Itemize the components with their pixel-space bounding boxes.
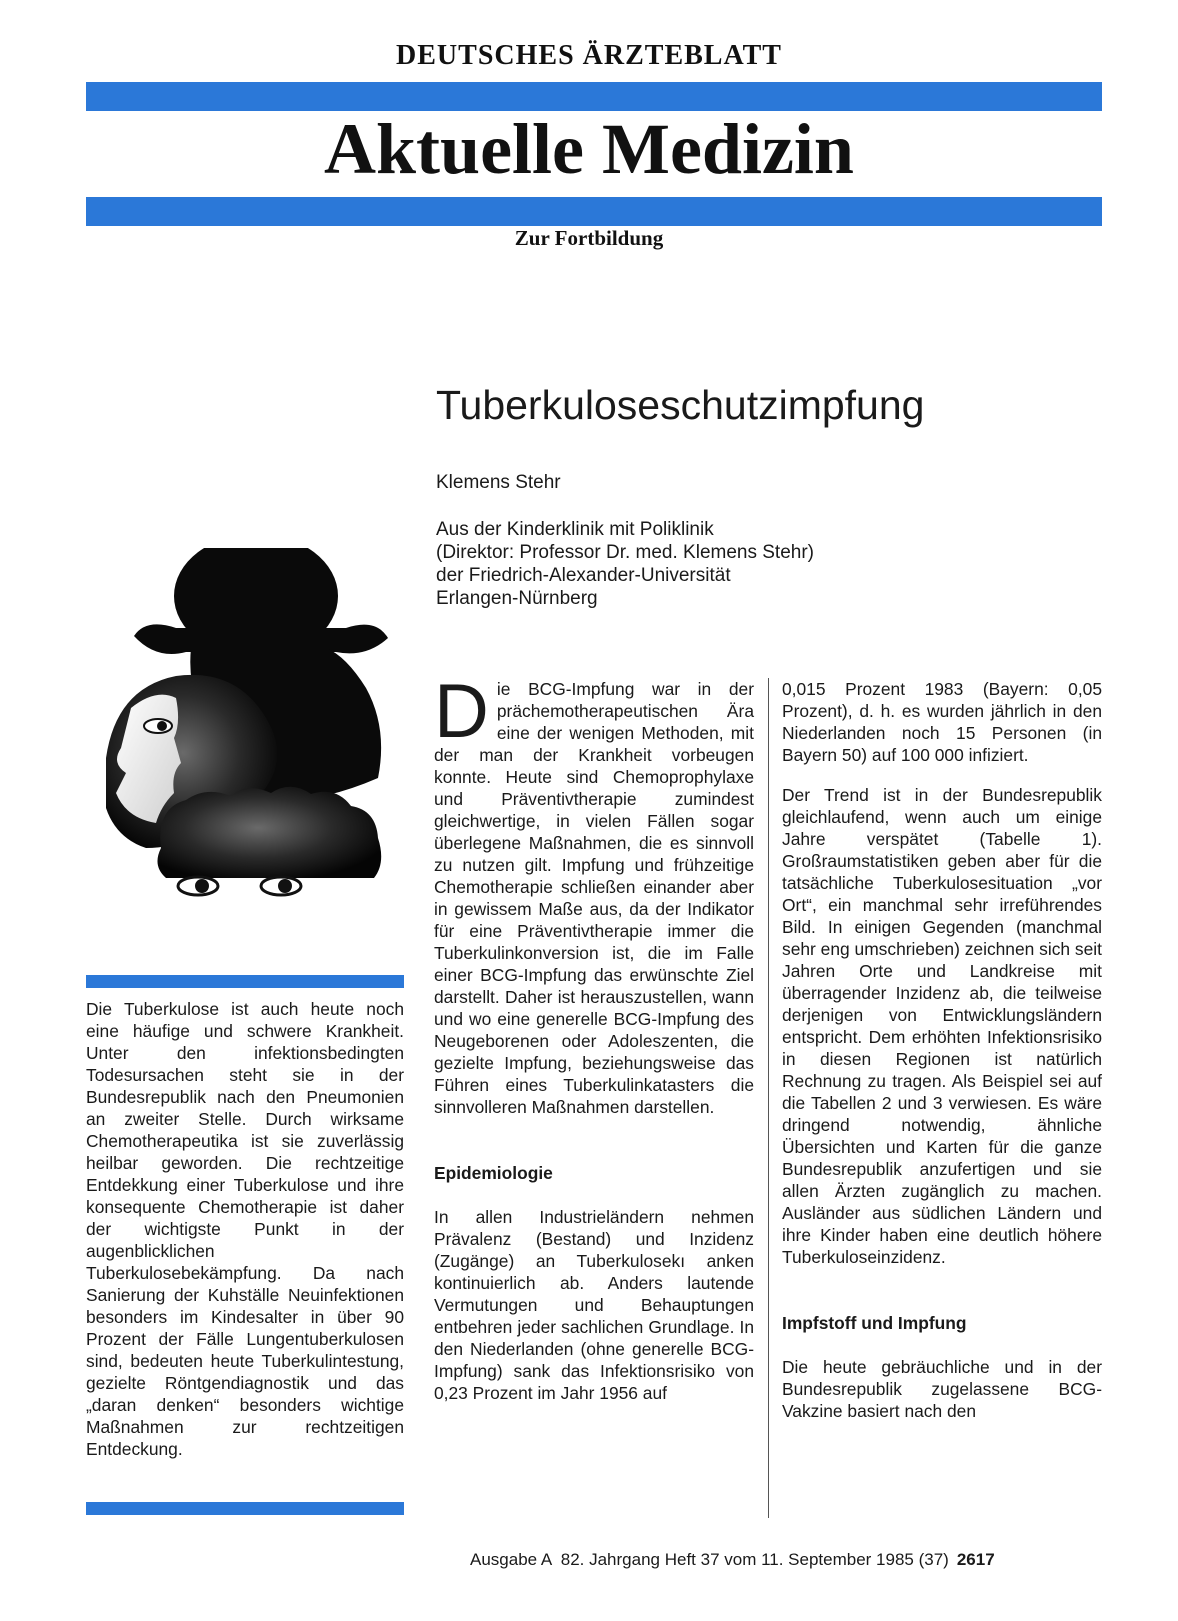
masthead-publication: DEUTSCHES ÄRZTEBLATT [396,40,782,71]
epidemiology-paragraph: In allen Industrieländern nehmen Prävalenz (Bestand) und Inzidenz (Zugänge) an Tuberkulosekı anken kontinuierlich ab. Anders lautende Vermutungen und Behauptungen entbehren jeder sachlichen Grundlage. In den Niederlanden (ohne generelle BCG-Impfung) sank das Infektionsrisiko von 0,23 Prozent im Jahr 1956 auf [434,1207,754,1403]
heading-epidemiology: Epidemiologie [434,1163,553,1183]
article-affiliation [436,518,814,610]
epidemiology-paragraph-continued: 0,015 Prozent 1983 (Bayern: 0,05 Prozent), d. h. es wurden jährlich in den Niederlanden noch 15 Personen (in Bayern 50) auf 100 000 infiziert. [782,679,1102,765]
vaccine-paragraph: Die heute gebräuchliche und in der Bundesrepublik zugelassene BCG-Vakzine basiert nach den [782,1357,1102,1421]
heading-vaccine: Impfstoff und Impfung [782,1313,967,1333]
footer-issue: Ausgabe A 82. Jahrgang Heft 37 vom 11. September 1985 (37) [470,1550,949,1569]
body-column-middle [434,669,754,1404]
sidebar-bar-bottom [86,1502,404,1515]
sidebar-bar-top [86,975,404,988]
masthead-band-bottom [86,197,1102,226]
sidebar-summary [86,998,404,1460]
intro-paragraph [434,669,754,1118]
intro-text: ie BCG-Impfung war in der prächemotherapeutischen Ära eine der wenigen Methoden, mit der man der Krankheit vorbeugen konnte. Heute sind Chemoprophylaxe und Präventivtherapie zumindest gleichwertige, in vielen Fällen sogar überlegene Maßnahmen, die es sinnvoll zu nutzen gilt. Impfung und frühzeitige Chemotherapie schließen einander aber in gewissem Maße aus, da der Indikator für eine Präventivtherapie immer die Tuberkulinkonversion ist, die im Falle einer BCG-Impfung das erwünschte Ziel darstellt. Daher ist herauszustellen, wann und wo eine generelle BCG-Impfung des Neugeborenen oder Adoleszenten, die gezielte Impfung, beziehungsweise das Führen eines Tuberkulinkatasters die sinnvolleren Maßnahmen darstellen. [434,679,754,1117]
page-number: 2617 [956,1550,995,1569]
silhouette-illustration [86,548,416,948]
affiliation-line: Aus der Kinderklinik mit Poliklinik [436,519,714,540]
sidebar-text: Die Tuberkulose ist auch heute noch eine häufige und schwere Krankheit. Unter den infektionsbedingten Todesursachen steht sie in der Bundesrepublik nach den Pneumonien an zweiter Stelle. Durch wirksame Chemotherapeutika ist sie zuverlässig heilbar geworden. Die rechtzeitige Entdekkung einer Tuberkulose und ihre konsequente Chemotherapie ist daher der wichtigste Punkt in der augenblicklichen Tuberkulosebekämpfung. Da nach Sanierung der Kuhställe Neuinfektionen besonders im Kindesalter in über 90 Prozent der Fälle Lungentuberkulosen sind, bedeuten heute Tuberkulintestung, gezielte Röntgendiagnostik und das „daran denken“ besonders wichtige Maßnahmen zur rechtzeitigen Entdeckung. [86,999,404,1459]
epidemiology-paragraph-2: Der Trend ist in der Bundesrepublik gleichlaufend, wenn auch um einige Jahre verspätet (Tabelle 1). Großraumstatistiken geben aber für die tatsächliche Tuberkulosesituation „vor Ort“, ein manchmal sehr irreführendes Bild. In einigen Gegenden (manchmal sehr eng umschrieben) zeichnen sich seit Jahren Orte und Landkreise mit überragender Inzidenz ab, die teilweise derjenigen von Entwicklungsländern entspricht. Dem erhöhten Infektionsrisiko in diesen Regionen ist natürlich Rechnung zu tragen. Als Beispiel sei auf die Tabellen 2 und 3 verwiesen. Es wäre dringend notwendig, ähnliche Übersichten und Karten für die ganze Bundesrepublik anzufertigen und sie allen Ärzten zugänglich zu machen. Ausländer aus südlichen Ländern und ihre Kinder haben eine deutlich höhere Tuberkuloseinzidenz. [782,785,1102,1267]
section-subtitle: Zur Fortbildung [514,226,664,250]
section-title: Aktuelle Medizin [324,109,854,189]
affiliation-line: der Friedrich-Alexander-Universität [436,565,731,586]
affiliation-line: (Direktor: Professor Dr. med. Klemens Stehr) [436,542,814,563]
page-footer [470,1550,995,1570]
body-column-right [782,678,1102,1422]
article-title: Tuberkuloseschutzimpfung [436,382,925,428]
drop-cap: D [434,669,489,754]
column-divider [768,678,769,1518]
affiliation-line: Erlangen-Nürnberg [436,588,598,609]
article-author: Klemens Stehr [436,472,561,493]
